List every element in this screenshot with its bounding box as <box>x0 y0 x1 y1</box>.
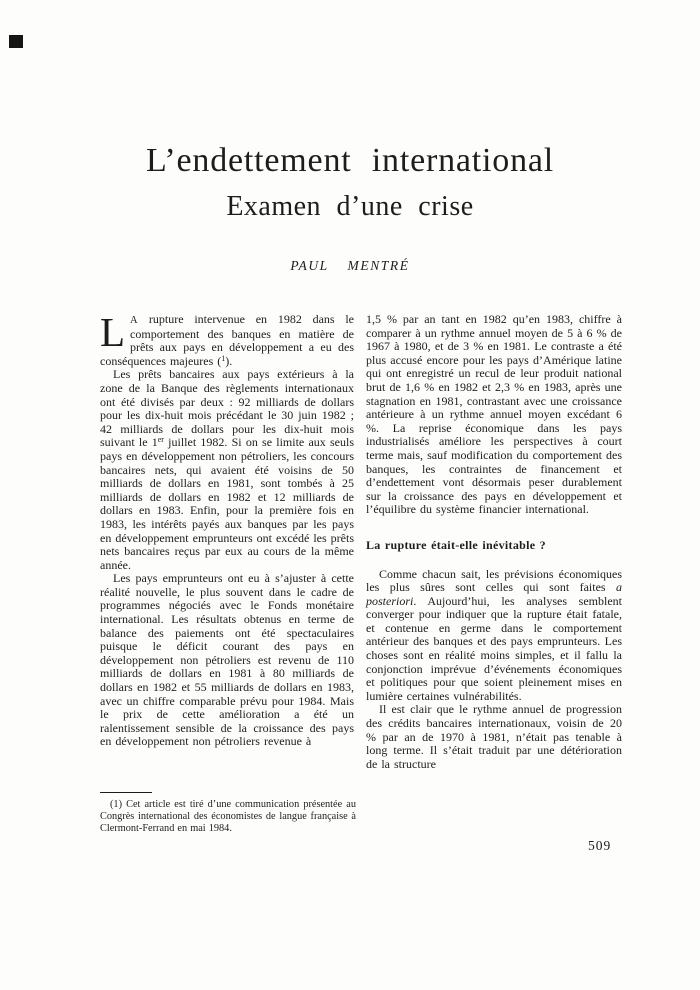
paragraph-intro-close: ). <box>225 353 233 368</box>
author-name: PAUL MENTRÉ <box>290 258 410 273</box>
footnote-block <box>100 792 356 836</box>
page-number: 509 <box>588 838 612 853</box>
footnote-reference: 1 <box>221 353 226 363</box>
ordinal-superscript: er <box>157 435 164 445</box>
paragraph-forecasts-a: Comme chacun sait, les prévisions économiques les plus sûres sont celles qui sont faites <box>366 566 622 595</box>
article-title: L’endettement international <box>145 142 555 179</box>
paragraph-forecasts <box>366 568 622 704</box>
section-heading: La rupture était-elle inévitable ? <box>366 537 546 552</box>
paragraph-growth: 1,5 % par an tant en 1982 qu’en 1983, chiffre à comparer à un rythme annuel moyen de 5 à 6 % de 1967 à 1980, et de 3 % en 1981. Le contraste a été plus accusé encore pour les pays d’Amérique latine qui ont enregistré un recul de leur produit national brut de 1,6 % en 1982 et 2,3 % en 1983, après une stagnation en 1981, contrastant avec une croissance antérieure à un rythme annuel moyen excédant 6 %. La reprise économique dans les pays industrialisés améliore les perspectives à court terme mais, sauf modification du comportement des banques, les contraintes de financement et d’endettement vont désormais peser durablement sur la croissance des pays en développement et l’équilibre du système financier international. <box>366 312 622 517</box>
paragraph-forecasts-b: . Aujourd’hui, les analyses semblent converger pour indiquer que la rupture était fatale, et contenue en germe dans le comportement antérieur des banques et des pays emprunteurs. Les choses sont en réalité moins simples, et il fallu la conjonction imprévue d’événements économiques et politiques pour que soient pleinement mises en lumière certaines vulnérabilités. <box>366 593 622 703</box>
footnote-rule <box>100 792 152 793</box>
paragraph-bank-loans <box>100 368 354 572</box>
latin-phrase: a posteriori <box>366 580 622 608</box>
right-column <box>366 313 622 771</box>
paragraph-intro-text: rupture intervenue en 1982 dans le comportement des banques en matière de prêts aux pays en développement a eu des conséquences majeures ( <box>100 312 354 368</box>
left-column <box>100 309 354 749</box>
footnote-text: (1) Cet article est tiré d’une communication présentée au Congrès international des économistes de langue française à Clermont-Ferrand en mai 1984. <box>100 799 356 835</box>
paragraph-bank-loans-b: juillet 1982. Si on se limite aux seuls pays en développement non pétroliers, les concours bancaires nets, qui avaient été voisins de 50 milliards de dollars en 1981, sont tombés à 25 milliards de dollars en 1982 et 12 milliards de dollars en 1983. Enfin, pour la première fois en 1983, les intérêts payés aux banques par les pays en développement emprunteurs ont excédé les prêts nets bancaires reçus par eux au cours de la même année. <box>100 435 354 572</box>
scan-mark <box>9 35 23 48</box>
paragraph-credit-growth: Il est clair que le rythme annuel de progression des crédits bancaires internationaux, voisin de 20 % par an de 1970 à 1981, n’était pas tenable à long terme. Il s’était traduit par une détérioration de la structure <box>366 702 622 771</box>
paragraph-bank-loans-a: Les prêts bancaires aux pays extérieurs à la zone de la Banque des règlements internationaux ont été divisés par deux : 92 milliards de dollars pour les dix-huit mois précédant le 30 juin 1982 ; 42 milliards de dollars pour les dix-huit mois suivant le 1 <box>100 367 354 450</box>
drop-cap: L <box>100 309 126 355</box>
paragraph-intro <box>100 309 354 368</box>
article-subtitle: Examen d’une crise <box>226 191 474 222</box>
paragraph-adjustment: Les pays emprunteurs ont eu à s’ajuster à cette réalité nouvelle, le plus souvent dans le cadre de programmes négociés avec le Fonds monétaire international. Les résultats obtenus en terme de balance des paiements ont été spectaculaires puisque le déficit courant des pays en développement non pétroliers est revenu de 110 milliards de dollars en 1981 à 80 milliards de dollars en 1982 et 55 milliards de dollars en 1983, avec un chiffre comparable prévu pour 1984. Mais le prix de cette amélioration a été un ralentissement sensible de la croissance des pays en développement non pétroliers revenue à <box>100 571 354 749</box>
lead-capital: A <box>130 315 139 326</box>
